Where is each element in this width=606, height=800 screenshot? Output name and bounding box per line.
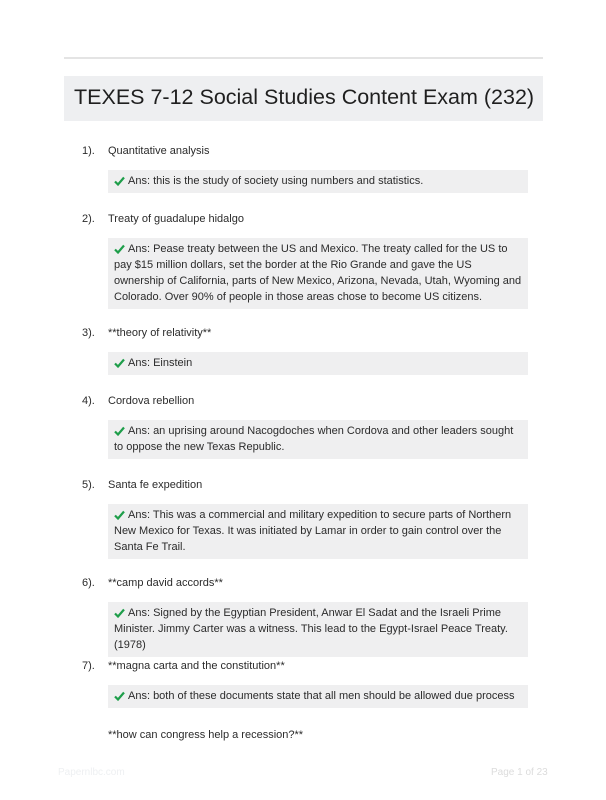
check-icon	[114, 244, 125, 254]
item-question: Cordova rebellion	[108, 395, 195, 407]
item-question: **magna carta and the constitution**	[108, 660, 285, 672]
page-number: Page 1 of 23	[491, 767, 548, 778]
answer-text: Ans: This was a commercial and military expedition to secure parts of Northern New Mexico for Texas. It was initiated by Lamar in order to gain control over the Santa Fe Trail.	[114, 509, 512, 553]
answer-box	[108, 238, 528, 309]
answer-text: Ans: this is the study of society using numbers and statistics.	[128, 175, 424, 187]
answer-box	[108, 420, 528, 459]
title-banner	[64, 76, 543, 121]
watermark: Papernlbc.com	[58, 767, 125, 778]
check-icon	[114, 426, 125, 436]
item-number: 4).	[82, 395, 95, 407]
item-question: **camp david accords**	[108, 577, 223, 589]
check-icon	[114, 691, 125, 701]
item-number: 1).	[82, 145, 95, 157]
item-question: **theory of relativity**	[108, 327, 212, 339]
answer-text: Ans: Pease treaty between the US and Mexico. The treaty called for the US to pay $15 million dollars, set the border at the Rio Grande and gave the US ownership of California, parts of New Mexico, Arizona, Nevada, Utah, Wyoming and Colorado. Over 90% of people in those areas chose to become US citizens.	[114, 243, 522, 303]
item-question: Quantitative analysis	[108, 145, 210, 157]
answer-text: Ans: Einstein	[128, 357, 193, 369]
answer-box	[108, 352, 528, 375]
answer-box	[108, 170, 528, 193]
page-title: TEXES 7-12 Social Studies Content Exam (232)	[74, 85, 535, 109]
answer-box	[108, 685, 528, 708]
check-icon	[114, 608, 125, 618]
check-icon	[114, 176, 125, 186]
item-number: 2).	[82, 213, 95, 225]
top-rule	[64, 57, 543, 59]
item-number: 5).	[82, 479, 95, 491]
answer-box	[108, 602, 528, 657]
item-number: 7).	[82, 660, 95, 672]
answer-text: Ans: both of these documents state that all men should be allowed due process	[128, 690, 515, 702]
answer-text: Ans: Signed by the Egyptian President, Anwar El Sadat and the Israeli Prime Minister. Jimmy Carter was a witness. This lead to the Egypt-Israel Peace Treaty. (1978)	[114, 607, 508, 651]
check-icon	[114, 510, 125, 520]
answer-text: Ans: an uprising around Nacogdoches when Cordova and other leaders sought to oppose the new Texas Republic.	[114, 425, 514, 453]
next-question: **how can congress help a recession?**	[108, 729, 304, 741]
check-icon	[114, 358, 125, 368]
item-question: Santa fe expedition	[108, 479, 203, 491]
answer-box	[108, 504, 528, 559]
item-number: 6).	[82, 577, 95, 589]
item-question: Treaty of guadalupe hidalgo	[108, 213, 244, 225]
item-number: 3).	[82, 327, 95, 339]
